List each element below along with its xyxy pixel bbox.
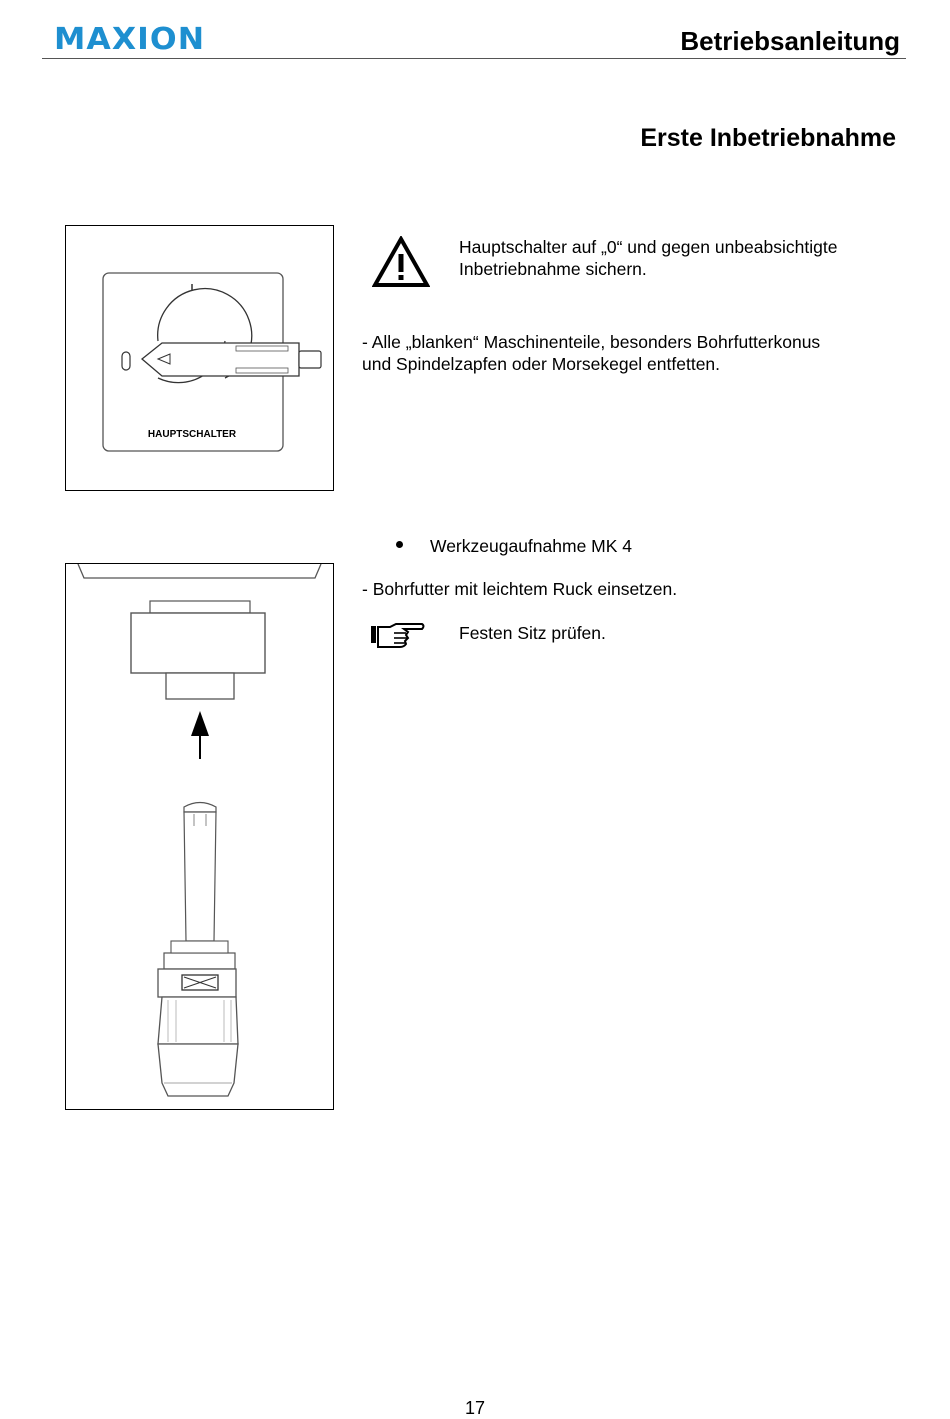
page-number: 17 [464,1398,486,1418]
header-rule [42,58,906,59]
drill-chuck-figure [65,563,334,1110]
check-note: Festen Sitz prüfen. [459,623,606,643]
document-title: Betriebsanleitung [680,26,900,56]
pointing-hand-icon [370,621,426,649]
warning-triangle-icon [372,236,430,288]
warning-line-1: Hauptschalter auf „0“ und gegen unbeabsichtigte [459,237,838,257]
insert-step: - Bohrfutter mit leichtem Ruck einsetzen. [362,579,678,599]
warning-line-2: Inbetriebnahme sichern. [459,259,647,279]
section-title: Erste Inbetriebnahme [640,124,896,152]
logo: MAXION [54,22,206,57]
bullet-dot [396,541,403,548]
degrease-line-2: und Spindelzapfen oder Morsekegel entfetten. [362,354,721,374]
degrease-line-1: - Alle „blanken“ Maschinenteile, besonders Bohrfutterkonus [362,332,821,352]
switch-label: HAUPTSCHALTER [147,429,237,440]
bullet-item: Werkzeugaufnahme MK 4 [430,536,633,556]
main-switch-figure [65,225,334,491]
